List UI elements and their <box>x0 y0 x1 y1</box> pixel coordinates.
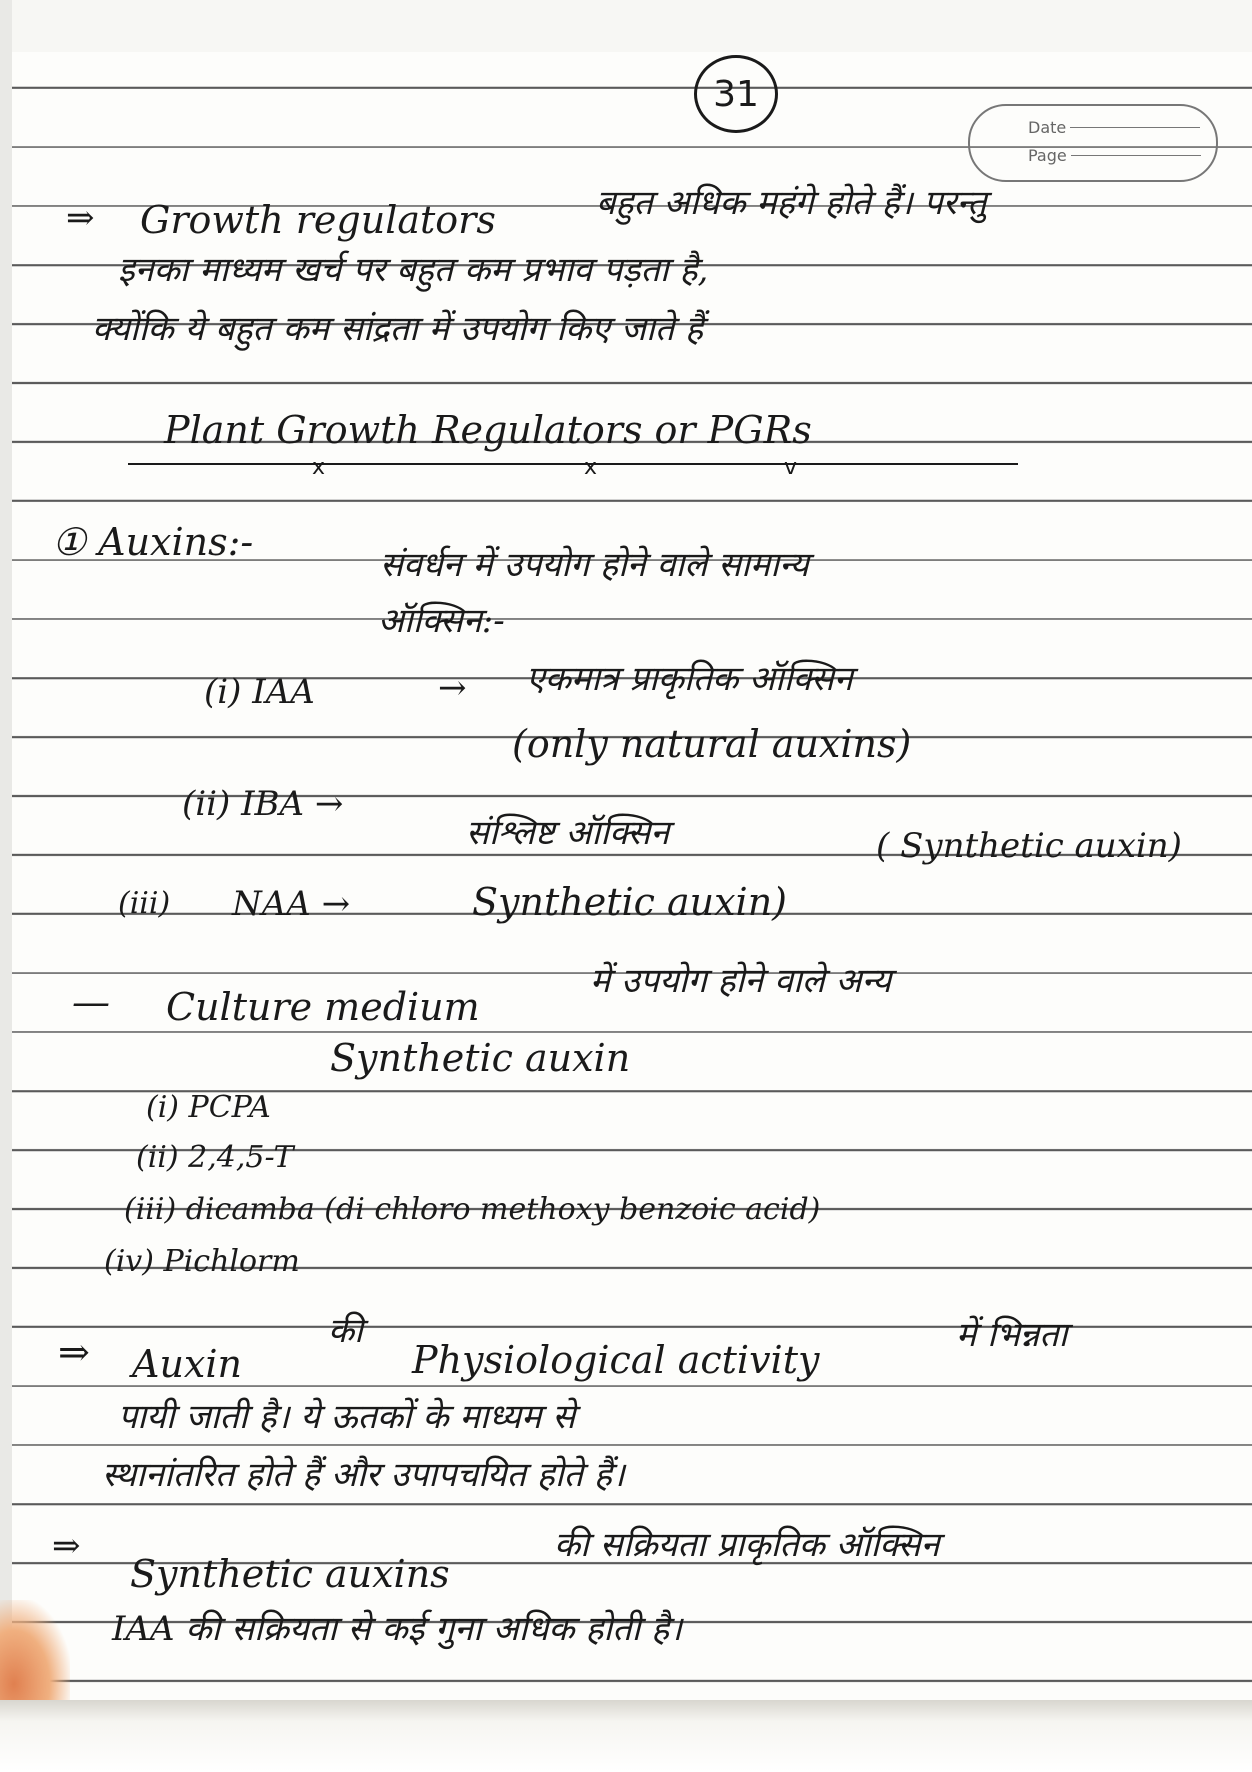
list-item-dicamba: (iii) dicamba (di chloro methoxy benzoic acid) <box>124 1192 821 1227</box>
stamp-page-label: Page <box>1028 146 1067 165</box>
naa-english: Synthetic auxin) <box>472 880 788 924</box>
heading-underline <box>128 463 1018 465</box>
syn-line-2: IAA की सक्रियता से कई गुना अधिक होती है। <box>112 1609 683 1649</box>
iaa-label: (i) IAA <box>204 672 315 712</box>
page-number-text: 31 <box>713 73 759 115</box>
list-item-245t: (ii) 2,4,5-T <box>136 1140 294 1175</box>
phys-line-3: स्थानांतरित होते हैं और उपापचयित होते हैं। <box>102 1455 625 1495</box>
list-item-pcpa: (i) PCPA <box>146 1090 271 1125</box>
heading-pgrs: Plant Growth Regulators or PGRs <box>164 408 812 452</box>
x-mark-2: x <box>584 455 598 480</box>
line-1-english: Growth regulators <box>140 198 496 242</box>
naa-label: NAA → <box>232 884 351 924</box>
page-margin <box>0 0 12 1772</box>
syn-hindi: की सक्रियता प्राकृतिक ऑक्सिन <box>554 1525 940 1565</box>
iaa-english: (only natural auxins) <box>512 722 912 766</box>
page-bottom-edge <box>0 1700 1252 1772</box>
iaa-arrow: → <box>438 668 467 708</box>
stamp-date-row <box>1028 118 1200 137</box>
page-top-edge <box>0 0 1252 52</box>
auxins-hindi-2: ऑक्सिन:- <box>378 601 505 641</box>
stamp-page-row <box>1028 146 1201 165</box>
iaa-hindi: एकमात्र प्राकृतिक ऑक्सिन <box>526 659 853 699</box>
phys-activity: Physiological activity <box>412 1338 820 1382</box>
x-mark-1: x <box>312 455 326 480</box>
line-1-prefix: ⇒ <box>66 198 95 238</box>
synthetic-auxin: Synthetic auxin <box>330 1036 631 1080</box>
line-3: क्योंकि ये बहुत कम सांद्रता में उपयोग किए जाते हैं <box>92 309 704 349</box>
phys-ki: की <box>328 1311 363 1351</box>
culture-medium-hindi: में उपयोग होने वाले अन्य <box>590 961 892 1001</box>
stamp-date-label: Date <box>1028 118 1067 137</box>
phys-line-2: पायी जाती है। ये ऊतकों के माध्यम से <box>118 1397 576 1437</box>
naa-number: (iii) <box>118 886 171 921</box>
phys-hindi: में भिन्नता <box>956 1315 1068 1355</box>
dash-mark: — <box>72 980 110 1024</box>
auxins-hindi: संवर्धन में उपयोग होने वाले सामान्य <box>380 545 809 585</box>
iba-hindi: संश्लिष्ट ऑक्सिन <box>466 813 670 853</box>
phys-auxin: Auxin <box>132 1342 242 1386</box>
line-1-hindi: बहुत अधिक महंगे होते हैं। परन्तु <box>596 183 987 223</box>
iba-english: ( Synthetic auxin) <box>876 826 1182 866</box>
phys-prefix: ⇒ <box>58 1330 90 1374</box>
line-2: इनका माध्यम खर्च पर बहुत कम प्रभाव पड़ता है, <box>118 250 709 290</box>
iba-label: (ii) IBA → <box>182 784 344 824</box>
auxins-label: ① Auxins:- <box>52 520 254 564</box>
x-mark-3: v <box>784 455 798 480</box>
list-item-picloram: (iv) Pichlorm <box>104 1244 300 1279</box>
page-number <box>694 55 778 133</box>
syn-english: Synthetic auxins <box>130 1552 450 1596</box>
culture-medium: Culture medium <box>166 985 480 1029</box>
syn-prefix: ⇒ <box>52 1526 81 1566</box>
date-page-stamp <box>968 104 1218 182</box>
